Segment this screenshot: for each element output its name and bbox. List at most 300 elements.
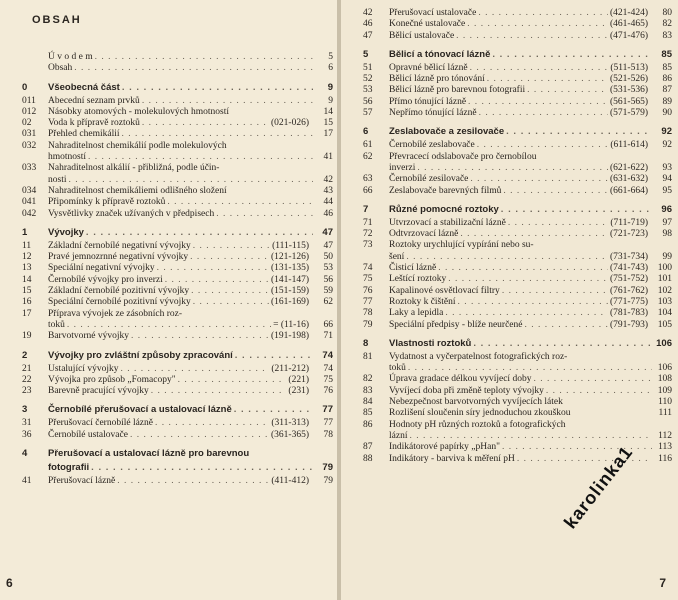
toc-entry-page: 77 [323, 418, 333, 429]
toc-entry-number: 041 [22, 197, 37, 208]
leader-dots [417, 163, 608, 174]
toc-entry [22, 386, 333, 397]
toc-entry [363, 363, 672, 374]
toc-entry-range: (771-775) [610, 296, 648, 307]
toc-entry-page: 112 [658, 430, 672, 441]
leader-dots [409, 431, 652, 442]
toc-entry-number: 77 [363, 296, 373, 307]
toc-entry-title: Nahraditelnost chemikáliemi odlišného složení [48, 185, 227, 196]
toc-entry-number: 5 [363, 48, 369, 60]
toc-entry-page: 90 [662, 108, 672, 119]
toc-entry-range: (791-793) [610, 319, 648, 330]
toc-entry [363, 386, 672, 397]
page-number-left: 6 [6, 576, 13, 590]
toc-entry-title: Přímo tónující lázně [389, 96, 467, 107]
toc-entry [363, 186, 672, 197]
toc-entry-title: Různé pomocné roztoky [389, 203, 499, 215]
toc-entry-title: Opravné bělicí lázně [389, 62, 468, 73]
toc-entry [363, 85, 672, 96]
toc-entry-title: Vysvětlivky značek užívaných v předpisech [48, 208, 215, 219]
left-page [0, 0, 337, 600]
toc-entry-title: Černobílé zeslabovače [389, 140, 475, 151]
toc-entry-title: Vývojka pro způsob „Fomacopy" [48, 374, 176, 385]
toc-entry [22, 320, 333, 331]
toc-entry [363, 320, 672, 331]
toc-entry [22, 476, 333, 487]
toc-entry-page: 15 [323, 118, 333, 129]
toc-entry-title: Speciální předpisy - blíže neurčené [389, 319, 523, 330]
toc-entry-title: Kapalinové osvětlovací filtry [389, 285, 500, 296]
toc-entry-title: Vyvíjecí doba při změně teploty vývojky [389, 385, 544, 396]
toc-entry-title: Obsah [48, 63, 73, 74]
toc-entry-range: (411-412) [271, 476, 309, 487]
toc-entry-range: (151-159) [271, 286, 309, 297]
toc-entry-title: Čisticí lázně [389, 263, 437, 274]
toc-entry [363, 174, 672, 185]
leader-dots [502, 286, 608, 297]
toc-entry-number: 17 [22, 308, 32, 319]
toc-entry-page: 103 [657, 296, 672, 307]
toc-entry-range: (421-424) [610, 8, 648, 18]
toc-entry [22, 263, 333, 274]
toc-entry-number: 13 [22, 263, 32, 274]
toc-entry-title: lázní [389, 430, 408, 441]
toc-entry [22, 331, 333, 342]
leader-dots [88, 152, 313, 163]
toc-entry-range: (661-664) [610, 185, 648, 196]
toc-entry-range: (611-614) [610, 140, 648, 151]
leader-dots [235, 350, 313, 361]
leader-dots [122, 129, 314, 140]
toc-entry-page: 100 [657, 263, 672, 274]
toc-entry-title: Připomínky k přípravě roztoků [48, 197, 166, 208]
leader-dots [117, 476, 269, 487]
toc-entry-title: Přerušovací černobílé lázně [48, 418, 153, 429]
toc-entry-page: 6 [328, 63, 333, 74]
toc-entry [363, 240, 672, 251]
toc-entry-range: (521-526) [610, 74, 648, 85]
toc-entry-page: 97 [662, 217, 672, 228]
toc-entry-page: 116 [658, 453, 672, 464]
toc-entry-page: 56 [323, 274, 333, 285]
toc-entry [363, 63, 672, 74]
toc-entry-title: Černobílé zesilovače [389, 174, 469, 185]
toc-entry-page: 78 [323, 429, 333, 440]
toc-entry-page: 87 [662, 85, 672, 96]
toc-entry-number: 41 [22, 476, 32, 487]
toc-entry-range: (021-026) [271, 118, 309, 129]
leader-dots [142, 118, 269, 129]
toc-entry-number: 14 [22, 274, 32, 285]
toc-entry-number: 46 [363, 19, 373, 30]
toc-entry-title: Příprava vývojek ze zásobních roz- [48, 308, 183, 319]
toc-entry-number: 51 [363, 62, 373, 73]
toc-entry-range: (221) [288, 374, 309, 385]
toc-entry-number: 71 [363, 217, 373, 228]
toc-entry-number: 87 [363, 442, 373, 453]
leader-dots [131, 331, 269, 342]
toc-entry-number: 23 [22, 386, 32, 397]
toc-entry-title: Černobílé vývojky pro inverzi [48, 274, 163, 285]
leader-dots [467, 19, 608, 30]
toc-entry-page: 41 [323, 152, 333, 163]
toc-entry-range: (561-565) [610, 96, 648, 107]
toc-entry-title: Speciální negativní vývojky [48, 263, 155, 274]
toc-entry [22, 209, 333, 220]
toc-entry [22, 141, 333, 152]
toc-entry [22, 197, 333, 208]
toc-entry-title: Přerušovací lázně [48, 476, 116, 487]
toc-entry-title: Bělicí ustalovače [389, 30, 455, 41]
toc-entry-number: 53 [363, 85, 373, 96]
toc-entry [363, 397, 672, 408]
toc-entry-range: (161-169) [271, 297, 309, 308]
toc-entry [22, 375, 333, 386]
toc-entry-number: 75 [363, 274, 373, 285]
toc-entry-page: 86 [662, 74, 672, 85]
toc-entry-page: 98 [662, 229, 672, 240]
toc-entry-title: inverzi [389, 162, 416, 173]
toc-entry-title: Nahraditelnost alkálií - přibližná, podle účin- [48, 163, 220, 174]
toc-entry-number: 16 [22, 297, 32, 308]
leader-dots [216, 209, 313, 220]
toc-entry [363, 108, 672, 119]
toc-entry-page: 83 [662, 30, 672, 41]
toc-entry [22, 309, 333, 320]
toc-entry [22, 430, 333, 441]
toc-entry-title: Černobílé ustalovače [48, 429, 128, 440]
toc-entry [363, 420, 672, 431]
leader-dots [165, 275, 269, 286]
toc-section-heading [22, 404, 333, 415]
toc-entry-page: 113 [658, 442, 672, 453]
toc-entry [363, 152, 672, 163]
toc-entry-range: (721-723) [610, 229, 648, 240]
toc-entry-page: 85 [661, 48, 672, 60]
toc-entry-page: 92 [661, 126, 672, 138]
toc-entry-page: 79 [323, 476, 333, 487]
leader-dots [178, 375, 287, 386]
leader-dots [533, 374, 652, 385]
toc-section-heading [363, 204, 672, 215]
leader-dots [68, 175, 313, 186]
toc-entry-title: Utvrzovací a stabilizační lázně [389, 217, 506, 228]
toc-entry-title: Indikátory - barviva k měření pH [389, 453, 515, 464]
toc-entry-number: 21 [22, 363, 32, 374]
toc-entry-title: Přerušovací a ustalovací lázně pro barevnou [48, 448, 250, 460]
toc-entry [363, 352, 672, 363]
toc-entry-page: 79 [322, 462, 333, 474]
toc-entry-page: 76 [323, 386, 333, 397]
leader-dots [470, 174, 608, 185]
toc-entry-number: 61 [363, 140, 373, 151]
toc-entry-title: Přerušovací ustalovače [389, 8, 477, 18]
toc-entry-number: 15 [22, 286, 32, 297]
toc-entry-range: (191-198) [271, 331, 309, 342]
toc-entry [22, 163, 333, 174]
toc-entry-number: 2 [22, 349, 28, 361]
toc-entry-number: 76 [363, 285, 373, 296]
toc-entry-page: 77 [322, 404, 333, 416]
toc-entry [363, 19, 672, 30]
toc-entry-title: Rozlišení sloučenin síry jednoduchou zkouškou [389, 408, 571, 419]
leader-dots [477, 140, 609, 151]
toc-entry-title: Ustalující vývojky [48, 363, 119, 374]
toc-entry-number: 66 [363, 185, 373, 196]
toc-entry-title: Násobky atomových - molekulových hmotností [48, 106, 230, 117]
toc-entry-title: Ú v o d e m [48, 52, 93, 62]
toc-entry-page: 14 [323, 106, 333, 117]
leader-dots [473, 338, 652, 349]
toc-entry-page: 85 [662, 62, 672, 73]
toc-entry-number: 033 [22, 163, 37, 174]
toc-entry [22, 52, 333, 63]
toc-section-heading [363, 338, 672, 349]
toc-section-heading [22, 227, 333, 238]
toc-section-heading [22, 350, 333, 361]
toc-entry-page: 102 [657, 285, 672, 296]
toc-entry-title: Leštící roztoky [389, 274, 447, 285]
toc-entry-title: Zeslabovače barevných filmů [389, 185, 502, 196]
toc-entry-title: Nepřímo tónující lázně [389, 108, 477, 119]
leader-dots [546, 386, 652, 397]
leader-dots [193, 297, 269, 308]
toc-entry [363, 286, 672, 297]
toc-entry-page: 59 [323, 286, 333, 297]
page-number-right: 7 [659, 576, 666, 590]
toc-section-heading [363, 126, 672, 137]
toc-entry-title: Odtvrzovací lázně [389, 229, 459, 240]
toc-entry-range: (461-465) [610, 19, 648, 30]
toc-entry-title: nosti [48, 174, 67, 185]
toc-entry [363, 140, 672, 151]
toc-entry-number: 0 [22, 81, 28, 93]
toc-entry-number: 86 [363, 419, 373, 430]
leader-dots [67, 320, 271, 331]
toc-entry [22, 186, 333, 197]
toc-section-heading [22, 82, 333, 93]
toc-entry-title: Převracecí odslabovače pro černobílou [389, 151, 537, 162]
leader-dots [95, 52, 313, 63]
toc-entry-number: 012 [22, 106, 37, 117]
toc-entry [22, 175, 333, 186]
toc-entry-title: Základní černobílé pozitivní vývojky [48, 286, 190, 297]
toc-entry-range: = (11-16) [273, 319, 309, 330]
toc-entry [363, 97, 672, 108]
toc-entry-page: 111 [658, 408, 672, 419]
toc-entry-title: Zeslabovače a zesilovače [389, 126, 505, 138]
toc-entry-page: 108 [657, 374, 672, 385]
toc-entry-title: Indikátorové papírky „pHan" [389, 442, 500, 453]
leader-dots [506, 126, 652, 137]
toc-entry-range: (211-212) [271, 363, 309, 374]
toc-entry-range: (751-752) [610, 274, 648, 285]
leader-dots [234, 404, 313, 415]
leader-dots [487, 74, 608, 85]
toc-entry-number: 56 [363, 96, 373, 107]
toc-entry-number: 85 [363, 408, 373, 419]
toc-entry [22, 297, 333, 308]
leader-dots [74, 63, 313, 74]
leader-dots [438, 263, 608, 274]
toc-entry-number: 1 [22, 226, 28, 238]
toc-entry-title: Roztoky k čištění [389, 296, 456, 307]
toc-entry-title: Černobílé přerušovací a ustalovací lázně [48, 404, 232, 416]
toc-entry-page: 75 [323, 374, 333, 385]
toc-entry-page: 110 [658, 397, 672, 408]
toc-entry-range: (131-135) [271, 263, 309, 274]
toc-entry [363, 408, 672, 419]
toc-list-left [22, 52, 333, 487]
toc-entry-number: 81 [363, 351, 373, 362]
toc-entry [22, 241, 333, 252]
leader-dots [167, 197, 313, 208]
toc-entry-number: 72 [363, 229, 373, 240]
leader-dots [155, 418, 269, 429]
toc-entry-title: Všeobecná část [48, 81, 120, 93]
toc-entry-title: Roztoky urychlující vypírání nebo su- [389, 240, 534, 251]
toc-section-heading [363, 49, 672, 60]
toc-entry-range: (711-719) [610, 217, 648, 228]
leader-dots [193, 241, 270, 252]
toc-entry [363, 31, 672, 42]
leader-dots [122, 82, 313, 93]
toc-entry [363, 8, 672, 19]
toc-entry-page: 43 [323, 185, 333, 196]
toc-entry [363, 431, 672, 442]
toc-entry-number: 57 [363, 108, 373, 119]
toc-entry-number: 11 [22, 240, 32, 251]
leader-dots [508, 218, 609, 229]
leader-dots [190, 252, 269, 263]
toc-entry [22, 252, 333, 263]
leader-dots [524, 320, 608, 331]
toc-entry-title: Konečné ustalovače [389, 19, 466, 30]
toc-entry-number: 78 [363, 308, 373, 319]
toc-entry-number: 034 [22, 185, 37, 196]
toc-entry [363, 252, 672, 263]
toc-entry-title: Nebezpečnost barvotvorných vyvíjecích látek [389, 397, 563, 408]
leader-dots [151, 386, 287, 397]
toc-entry-number: 62 [363, 151, 373, 162]
toc-entry-title: Vlastnosti roztoků [389, 337, 472, 349]
toc-entry-page: 50 [323, 252, 333, 263]
toc-entry-number: 19 [22, 331, 32, 342]
toc-entry-number: 82 [363, 374, 373, 385]
toc-entry [363, 74, 672, 85]
toc-entry-range: (571-579) [610, 108, 648, 119]
toc-entry-title: Speciální černobílé pozitivní vývojky [48, 297, 191, 308]
toc-entry-page: 106 [657, 363, 672, 374]
toc-section-heading [22, 462, 333, 473]
toc-entry-number: 7 [363, 203, 369, 215]
toc-entry-page: 109 [657, 385, 672, 396]
toc-entry-range: (511-513) [610, 62, 648, 73]
page-title: OBSAH [32, 14, 82, 26]
leader-dots [501, 204, 652, 215]
toc-entry [363, 374, 672, 385]
toc-entry-number: 4 [22, 448, 28, 460]
toc-entry-number: 52 [363, 74, 373, 85]
toc-entry-page: 105 [657, 319, 672, 330]
toc-entry-number: 42 [363, 8, 373, 18]
toc-entry-number: 88 [363, 453, 373, 464]
toc-entry-page: 71 [323, 331, 333, 342]
toc-entry-range: (731-734) [610, 251, 648, 262]
toc-entry [363, 297, 672, 308]
toc-entry-number: 3 [22, 404, 28, 416]
toc-entry-page: 9 [328, 95, 333, 106]
toc-entry [22, 418, 333, 429]
toc-entry-title: Voda k přípravě roztoků [48, 118, 140, 129]
leader-dots [470, 63, 609, 74]
toc-entry-number: 042 [22, 208, 37, 219]
toc-entry-title: Hodnoty pH různých roztoků a fotografických [389, 419, 566, 430]
leader-dots [456, 31, 608, 42]
toc-entry-page: 93 [662, 162, 672, 173]
toc-entry-title: šení [389, 251, 405, 262]
toc-entry-title: fotografii [48, 462, 90, 474]
right-page [341, 0, 678, 600]
toc-entry-number: 74 [363, 263, 373, 274]
toc-entry [22, 96, 333, 107]
leader-dots [191, 286, 269, 297]
toc-entry-page: 66 [323, 319, 333, 330]
toc-entry [363, 274, 672, 285]
toc-section-heading [22, 448, 333, 459]
toc-entry-page: 92 [662, 140, 672, 151]
toc-entry [22, 118, 333, 129]
toc-entry-range: (621-622) [610, 162, 648, 173]
leader-dots [492, 49, 652, 60]
toc-entry-number: 31 [22, 418, 32, 429]
toc-entry-number: 79 [363, 319, 373, 330]
toc-entry [22, 152, 333, 163]
leader-dots [527, 85, 608, 96]
toc-entry-title: Vývojky [48, 226, 84, 238]
toc-entry-number: 83 [363, 385, 373, 396]
toc-entry-page: 106 [656, 337, 672, 349]
toc-entry [363, 263, 672, 274]
leader-dots [478, 8, 608, 19]
toc-entry-page: 47 [323, 240, 333, 251]
toc-entry-title: Úprava gradace délkou vyvíjecí doby [389, 374, 532, 385]
toc-entry-range: (361-365) [271, 429, 309, 440]
leader-dots [86, 227, 313, 238]
toc-entry-page: 44 [323, 197, 333, 208]
toc-entry-page: 5 [328, 52, 333, 62]
toc-entry-page: 95 [662, 185, 672, 196]
leader-dots [130, 430, 269, 441]
toc-entry-number: 63 [363, 174, 373, 185]
toc-entry-page: 62 [323, 297, 333, 308]
toc-entry-number: 36 [22, 429, 32, 440]
toc-entry-number: 84 [363, 397, 373, 408]
leader-dots [408, 363, 652, 374]
toc-entry-title: toků [48, 319, 65, 330]
toc-entry-page: 9 [327, 81, 333, 93]
leader-dots [91, 462, 313, 473]
toc-entry-title: Barevně pracující vývojky [48, 386, 149, 397]
toc-entry-page: 74 [322, 349, 333, 361]
toc-entry-page: 74 [323, 363, 333, 374]
leader-dots [445, 308, 608, 319]
leader-dots [458, 297, 609, 308]
toc-entry-range: (141-147) [271, 274, 309, 285]
toc-entry-title: toků [389, 363, 406, 374]
toc-entry-page: 99 [662, 251, 672, 262]
toc-entry [22, 107, 333, 118]
